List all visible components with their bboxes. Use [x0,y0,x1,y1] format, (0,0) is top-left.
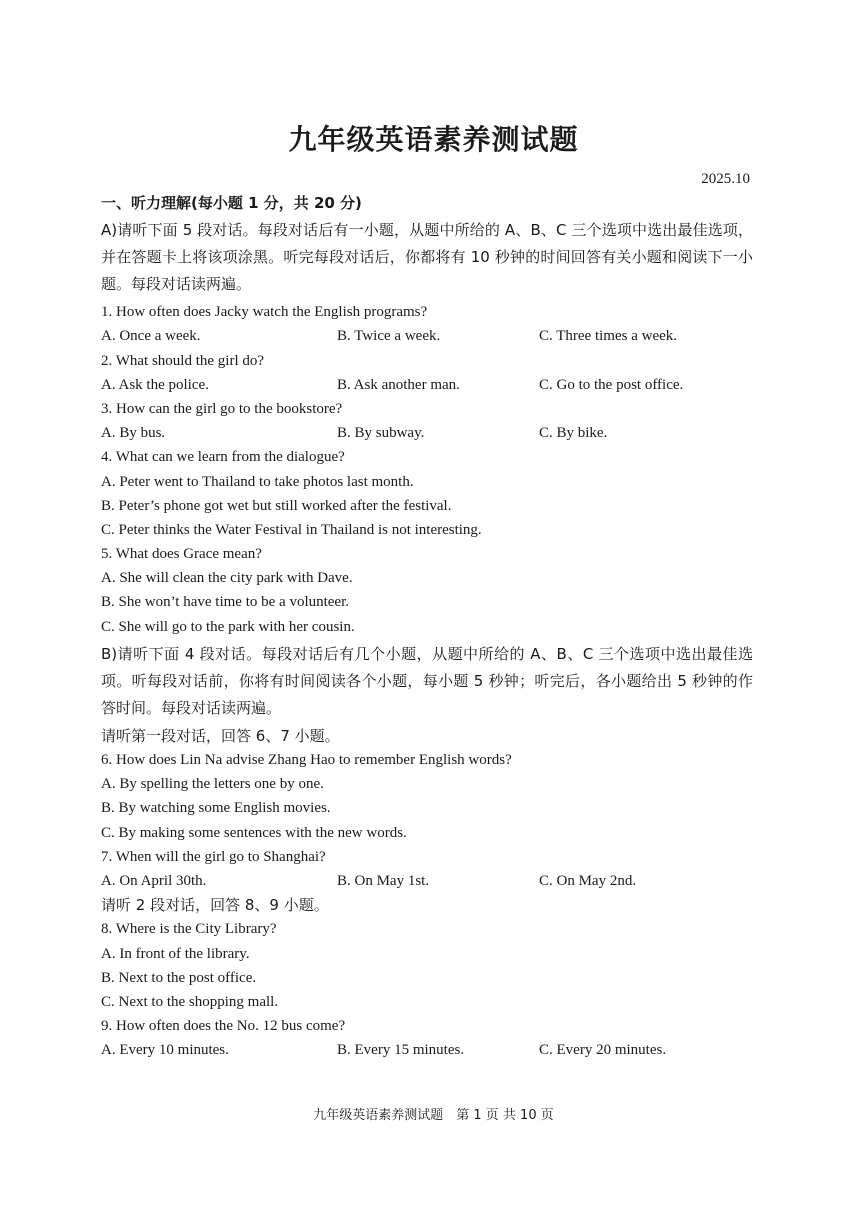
option-c: C. Go to the post office. [539,376,684,393]
option-a: A. By bus. [101,425,166,442]
option-a: A. On April 30th. [101,872,207,889]
option-c: C. By bike. [539,425,608,442]
option-a: A. Ask the police. [101,376,209,393]
question-options [101,373,753,397]
page-title: 九年级英语素养测试题 [288,123,579,156]
question-stem: 5. What does Grace mean? [101,546,262,563]
option-a: A. In front of the library. [101,945,250,962]
option-b: B. Ask another man. [337,376,460,393]
question-options [101,869,753,893]
question-stem: 6. How does Lin Na advise Zhang Hao to remember English words? [101,752,512,768]
dialogue-note: 请听第一段对话，回答 6、7 小题。 [101,726,340,745]
option-c: C. Peter thinks the Water Festival in Thailand is not interesting. [101,521,482,538]
option-b: B. By watching some English movies. [101,800,331,817]
option-c: C. On May 2nd. [539,872,637,889]
option-b: B. Next to the post office. [101,969,257,986]
question-stem: 4. What can we learn from the dialogue? [101,449,345,466]
question-stem: 7. When will the girl go to Shanghai? [101,848,326,865]
question-stem: 3. How can the girl go to the bookstore? [101,400,343,417]
question-options [101,421,753,445]
option-b: B. By subway. [337,425,425,442]
question-stem: 1. How often does Jacky watch the English programs? [101,304,428,321]
exam-content [101,191,753,1062]
option-b: B. She won’t have time to be a volunteer. [101,594,350,611]
option-a: A. Once a week. [101,328,201,345]
question-options [101,324,753,348]
option-a: A. By spelling the letters one by one. [101,776,324,793]
option-b: B. Peter’s phone got wet but still worked after the festival. [101,497,452,514]
option-b: B. On May 1st. [337,872,430,889]
option-b: B. Every 15 minutes. [337,1042,465,1059]
exam-date: 2025.10 [701,171,750,187]
section-heading: 一、听力理解(每小题 1 分，共 20 分) [101,194,362,212]
option-c: C. She will go to the park with her cousin. [101,618,355,635]
question-stem: 9. How often does the No. 12 bus come? [101,1018,346,1035]
option-a: A. Every 10 minutes. [101,1042,229,1059]
question-stem: 8. Where is the City Library? [101,921,277,938]
option-a: A. Peter went to Thailand to take photos last month. [101,473,414,490]
option-b: B. Twice a week. [337,328,441,345]
part-a-instructions: A)请听下面 5 段对话。每段对话后有一小题，从题中所给的 A、B、C 三个选项中选出最佳选项，并在答题卡上将该项涂黑。听完每段对话后，你都将有 10 秒钟的时间回答有关小题和阅读下一小题。每段对话读两遍。 [101,221,753,294]
question-stem: 2. What should the girl do? [101,352,265,369]
option-c: C. By making some sentences with the new words. [101,824,407,841]
dialogue-note: 请听 2 段对话，回答 8、9 小题。 [101,896,329,915]
part-b-instructions: B)请听下面 4 段对话。每段对话后有几个小题，从题中所给的 A、B、C 三个选项中选出最佳选项。听每段对话前，你将有时间阅读各个小题，每小题 5 秒钟；听完后，各小题给出 5 秒钟的作答时间。每段对话读两遍。 [101,644,753,717]
option-c: C. Every 20 minutes. [539,1042,667,1059]
option-c: C. Next to the shopping mall. [101,993,279,1010]
option-c: C. Three times a week. [539,328,678,345]
page-footer: 九年级英语素养测试题 第 1 页 共 10 页 [313,1108,554,1123]
question-options [101,1038,753,1062]
option-a: A. She will clean the city park with Dave. [101,570,353,587]
